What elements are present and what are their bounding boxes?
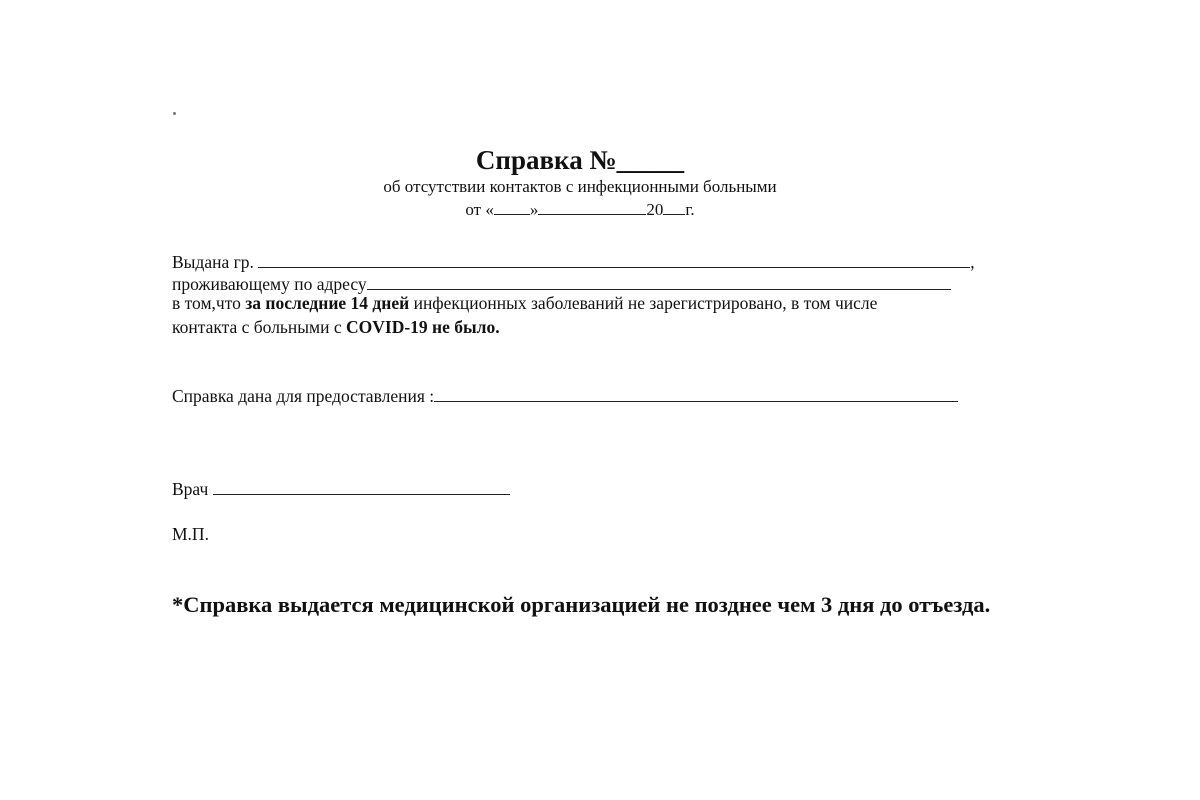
body-line-1-start: в том,что [172, 293, 246, 313]
date-month-blank[interactable] [538, 213, 646, 215]
certificate-title: Справка №_____ [475, 145, 685, 175]
date-year: 20 [646, 200, 664, 219]
date-suffix: г. [685, 200, 695, 219]
doctor-label: Врач [172, 479, 209, 499]
doctor-line [172, 478, 510, 500]
purpose-label: Справка дана для предоставления : [172, 386, 435, 406]
purpose-blank[interactable] [434, 400, 958, 402]
issued-label: Выдана гр. [172, 252, 254, 272]
issued-line [172, 251, 975, 273]
date-prefix: от « [465, 200, 494, 219]
footnote: *Справка выдается медицинской организацией не позднее чем 3 дня до отъезда. [172, 592, 991, 617]
body-line-2-bold: COVID-19 не было. [346, 317, 500, 337]
address-blank[interactable] [367, 288, 951, 290]
address-label: проживающему по адресу [172, 274, 367, 294]
certificate-date-line [440, 199, 720, 221]
doctor-signature-blank[interactable] [213, 493, 510, 495]
purpose-line [172, 385, 958, 407]
stamp-placeholder: М.П. [172, 524, 209, 544]
certificate-subtitle: об отсутствии контактов с инфекционными больными [383, 177, 777, 196]
body-line-1-end: инфекционных заболеваний не зарегистрировано, в том числе [409, 293, 878, 313]
date-day-blank[interactable] [494, 213, 530, 215]
scan-speck [173, 112, 176, 115]
body-line-2 [172, 316, 500, 338]
date-mid: » [529, 200, 539, 219]
body-line-1-bold: за последние 14 дней [245, 293, 410, 313]
date-year-blank[interactable] [663, 213, 685, 215]
body-line-1 [172, 292, 877, 314]
issued-trailing-comma: , [970, 252, 975, 272]
issued-name-blank[interactable] [258, 266, 970, 268]
body-line-2-start: контакта с больными с [172, 317, 346, 337]
